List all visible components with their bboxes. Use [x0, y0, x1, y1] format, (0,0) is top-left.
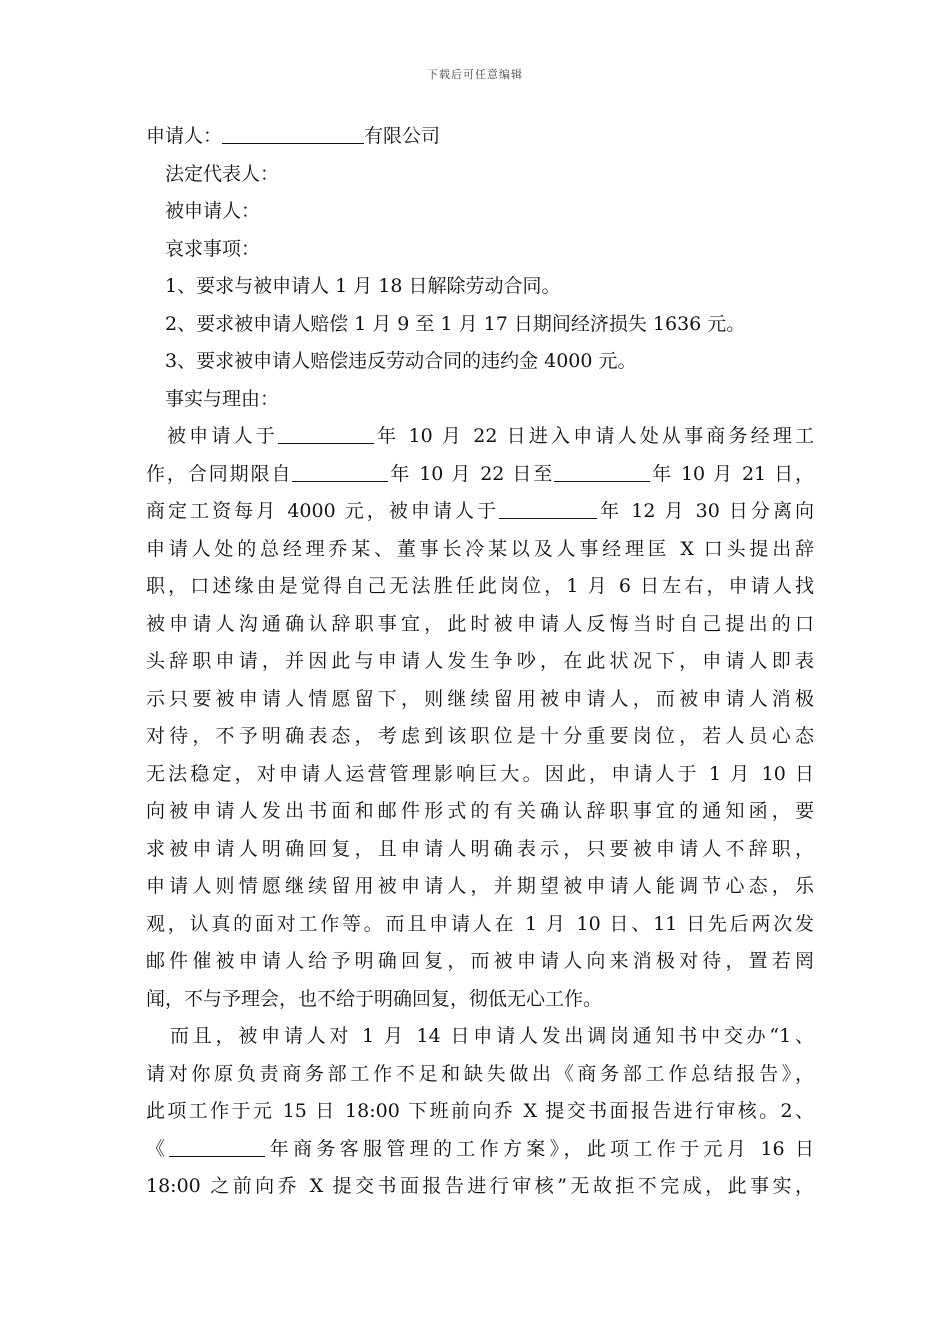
paragraph-line-last: 闻，不与予理会，也不给于明确回复，彻低无心工作。	[146, 987, 603, 1010]
facts-p1-line-3	[146, 493, 814, 531]
paragraph-line: 无法稳定，对申请人运营管理影响巨大。因此，申请人于 1 月 10 日	[146, 762, 814, 785]
legal-rep-line: 法定代表人：	[165, 162, 280, 185]
applicant-name-blank	[222, 121, 364, 144]
text-span: 年 10 月 21 日，	[650, 462, 814, 485]
claim-item-1: 1、要求与被申请人 1 月 18 日解除劳动合同。	[165, 275, 561, 297]
claims-title: 哀求事项：	[165, 237, 261, 260]
text-span: 《	[146, 1137, 170, 1160]
text-span: 作，合同期限自	[146, 462, 293, 485]
header-note: 下载后可任意编辑	[427, 68, 523, 81]
paragraph-line: 邮件催被申请人给予明确回复，而被申请人向来消极对待，置若罔	[146, 950, 814, 972]
applicant-line	[146, 118, 814, 156]
claim-item-2: 2、要求被申请人赔偿 1 月 9 至 1 月 17 日期间经济损失 1636 元。	[165, 312, 746, 335]
applicant-suffix: 有限公司	[364, 125, 441, 147]
paragraph-line: 被申请人沟通确认辞职事宜，此时被申请人反悔当时自己提出的口	[146, 612, 814, 635]
facts-p1-line-2	[146, 456, 814, 494]
paragraph-line: 求被申请人明确回复，且申请人明确表示，只要被申请人不辞职，	[146, 837, 814, 860]
text-span: 年商务客服管理的工作方案》，此项工作于元月 16 日	[265, 1137, 814, 1160]
year-blank	[554, 459, 650, 482]
paragraph-line: 申请人处的总经理乔某、董事长冷某以及人事经理匡 X 口头提出辞	[146, 537, 814, 560]
facts-p1-line-1	[146, 418, 814, 456]
paragraph-line: 示只要被申请人情愿留下，则继续留用被申请人，而被申请人消极	[146, 687, 814, 710]
text-span: 年 10 月 22 日进入申请人处从事商务经理工	[373, 425, 814, 447]
paragraph-line: 职，口述缘由是觉得自己无法胜任此岗位，1 月 6 日左右，申请人找	[146, 575, 814, 597]
paragraph-line: 头辞职申请，并因此与申请人发生争吵，在此状况下，申请人即表	[146, 650, 814, 672]
year-blank	[292, 459, 388, 482]
claim-item-3: 3、要求被申请人赔偿违反劳动合同的违约金 4000 元。	[165, 350, 637, 372]
year-blank	[278, 421, 374, 444]
applicant-label: 申请人：	[146, 125, 223, 147]
paragraph-line: 观，认真的面对工作等。而且申请人在 1 月 10 日、11 日先后两次发	[146, 912, 814, 935]
respondent-line: 被申请人：	[165, 200, 261, 222]
paragraph-line: 对待，不予明确表态，考虑到该职位是十分重要岗位，若人员心态	[146, 725, 814, 747]
facts-paragraph-1	[146, 418, 814, 1018]
facts-title: 事实与理由：	[165, 387, 280, 410]
paragraph-line: 申请人则情愿继续留用被申请人，并期望被申请人能调节心态，乐	[146, 875, 814, 897]
paragraph-line: 18:00 之前向乔 X 提交书面报告进行审核”无故拒不完成，此事实，	[146, 1175, 814, 1197]
text-span: 年 12 月 30 日分离向	[597, 500, 814, 522]
document-body	[146, 118, 814, 1206]
year-blank	[499, 496, 597, 519]
paragraph-line: 请对你原负责商务部工作不足和缺失做出《商务部工作总结报告》，	[146, 1062, 814, 1085]
facts-p2-line-4	[146, 1131, 814, 1169]
paragraph-line: 向被申请人发出书面和邮件形式的有关确认辞职事宜的通知函，要	[146, 800, 814, 822]
year-blank	[169, 1134, 265, 1157]
text-span: 年 10 月 22 日至	[388, 462, 555, 485]
paragraph-line: 而且，被申请人对 1 月 14 日申请人发出调岗通知书中交办“1、	[170, 1025, 814, 1047]
text-span: 商定工资每月 4000 元，被申请人于	[146, 500, 500, 522]
paragraph-line: 此项工作于元 15 日 18:00 下班前向乔 X 提交书面报告进行审核。2、	[146, 1100, 814, 1122]
facts-paragraph-2	[146, 1018, 814, 1206]
text-span: 被申请人于	[167, 425, 278, 447]
